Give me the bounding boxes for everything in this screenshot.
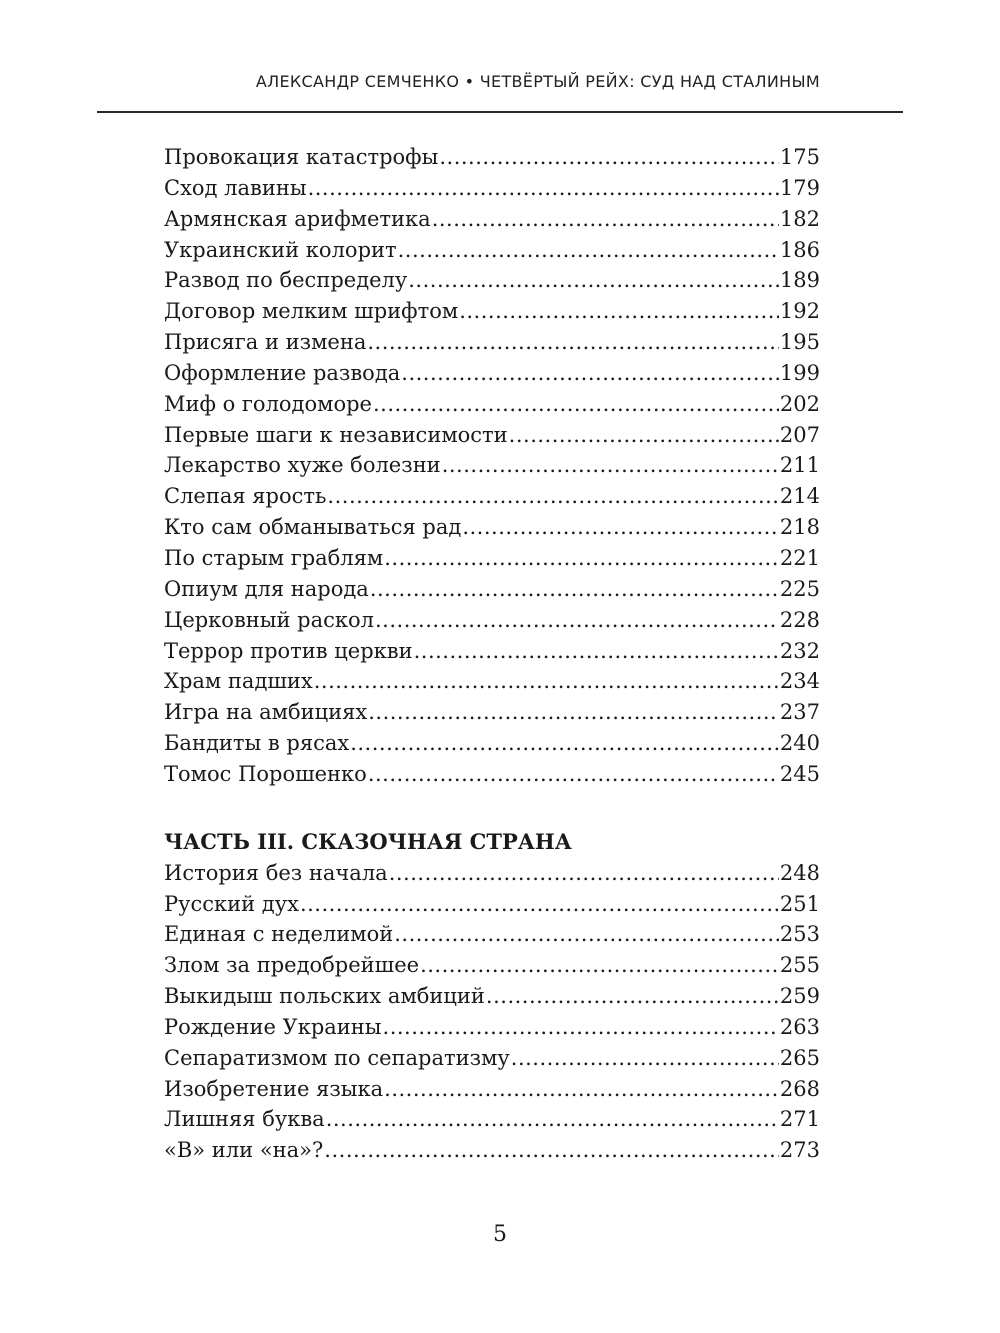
toc-entry-page: 211	[779, 453, 820, 478]
toc-entry	[164, 1043, 820, 1074]
running-header: АЛЕКСАНДР СЕМЧЕНКО • ЧЕТВЁРТЫЙ РЕЙХ: СУД НАД СТАЛИНЫМ	[255, 72, 820, 91]
toc-group-part-2	[164, 142, 820, 790]
toc-leader-dots	[375, 605, 779, 636]
toc-entry-page: 273	[779, 1138, 820, 1163]
toc-entry	[164, 1074, 820, 1105]
toc-entry-page: 192	[779, 299, 820, 324]
toc-entry-title: Миф о голодоморе	[164, 391, 372, 416]
toc-entry-title: Слепая ярость	[164, 484, 327, 509]
toc-entry	[164, 636, 820, 667]
toc-entry-title: Первые шаги к независимости	[164, 422, 508, 447]
toc-entry	[164, 1012, 820, 1043]
part-heading: ЧАСТЬ III. СКАЗОЧНАЯ СТРАНА	[164, 828, 572, 854]
toc-entry	[164, 666, 820, 697]
toc-leader-dots	[368, 759, 779, 790]
toc-entry-page: 268	[779, 1076, 820, 1101]
toc-entry-page: 202	[779, 391, 820, 416]
toc-entry-page: 179	[779, 175, 820, 200]
toc-entry-title: Рождение Украины	[164, 1014, 382, 1039]
toc-entry-title: Игра на амбициях	[164, 700, 368, 725]
toc-entry-title: Договор мелким шрифтом	[164, 299, 459, 324]
toc-entry-title: Русский дух	[164, 891, 299, 916]
toc-entry-title: Террор против церкви	[164, 638, 413, 663]
toc-group-part-3	[164, 858, 820, 1166]
toc-entry-title: Лишняя буква	[164, 1107, 325, 1132]
toc-entry-title: Церковный раскол	[164, 607, 374, 632]
toc-leader-dots	[486, 981, 779, 1012]
toc-leader-dots	[398, 235, 779, 266]
toc-leader-dots	[367, 327, 779, 358]
toc-entry	[164, 358, 820, 389]
toc-entry-page: 175	[779, 145, 820, 169]
toc-entry	[164, 142, 820, 173]
toc-leader-dots	[383, 1012, 779, 1043]
toc-leader-dots	[384, 1074, 779, 1105]
toc-entry-title: Кто сам обманываться рад	[164, 515, 462, 540]
toc-entry	[164, 759, 820, 790]
toc-entry-title: Единая с неделимой	[164, 922, 394, 947]
toc-entry-title: По старым граблям	[164, 545, 384, 570]
toc-entry	[164, 728, 820, 759]
toc-leader-dots	[432, 204, 779, 235]
toc-entry-title: Присяга и измена	[164, 330, 367, 355]
toc-entry	[164, 512, 820, 543]
toc-entry-title: Украинский колорит	[164, 237, 397, 262]
toc-entry	[164, 697, 820, 728]
toc-entry	[164, 327, 820, 358]
toc-leader-dots	[511, 1043, 779, 1074]
toc-entry-title: Храм падших	[164, 669, 313, 694]
table-of-contents	[164, 142, 820, 1166]
toc-leader-dots	[300, 889, 779, 920]
toc-leader-dots	[308, 173, 779, 204]
toc-entry	[164, 450, 820, 481]
toc-leader-dots	[394, 919, 779, 950]
toc-leader-dots	[420, 950, 779, 981]
toc-entry-page: 228	[779, 607, 820, 632]
toc-entry	[164, 981, 820, 1012]
toc-entry	[164, 1104, 820, 1135]
toc-leader-dots	[327, 481, 778, 512]
toc-entry-title: Изобретение языка	[164, 1076, 384, 1101]
toc-entry-page: 255	[779, 953, 820, 978]
toc-entry-title: Бандиты в рясах	[164, 731, 350, 756]
toc-entry-page: 263	[779, 1014, 820, 1039]
toc-leader-dots	[389, 858, 779, 889]
toc-entry-title: Сепаратизмом по сепаратизму	[164, 1045, 510, 1070]
toc-leader-dots	[442, 450, 779, 481]
toc-entry-page: 248	[779, 860, 820, 885]
toc-entry-page: 232	[779, 638, 820, 663]
toc-leader-dots	[509, 420, 779, 451]
toc-entry-title: Лекарство хуже болезни	[164, 453, 441, 478]
toc-entry-title: Сход лавины	[164, 175, 307, 200]
toc-entry	[164, 919, 820, 950]
toc-entry-page: 259	[779, 984, 820, 1009]
toc-entry	[164, 950, 820, 981]
toc-entry-page: 245	[779, 761, 820, 786]
toc-entry-page: 234	[779, 669, 820, 694]
toc-entry-page: 265	[779, 1045, 820, 1070]
toc-entry-page: 207	[779, 422, 820, 447]
toc-entry	[164, 858, 820, 889]
toc-entry-page: 195	[779, 330, 820, 355]
toc-entry-page: 199	[779, 360, 820, 385]
toc-entry	[164, 173, 820, 204]
toc-entry	[164, 389, 820, 420]
toc-leader-dots	[459, 296, 779, 327]
toc-leader-dots	[439, 142, 779, 173]
toc-entry-title: История без начала	[164, 860, 388, 885]
toc-entry	[164, 889, 820, 920]
toc-entry-page: 218	[779, 515, 820, 540]
page-number: 5	[493, 1222, 507, 1247]
toc-entry-page: 240	[779, 731, 820, 756]
toc-entry-title: Опиум для народа	[164, 576, 369, 601]
toc-leader-dots	[370, 574, 779, 605]
section-gap	[164, 790, 820, 828]
toc-entry	[164, 543, 820, 574]
toc-entry-title: Оформление развода	[164, 360, 401, 385]
toc-entry-title: Злом за предобрейшее	[164, 953, 420, 978]
toc-leader-dots	[324, 1135, 779, 1166]
toc-entry-title: Армянская арифметика	[164, 206, 431, 231]
toc-entry-page: 225	[779, 576, 820, 601]
toc-entry-title: Выкидыш польских амбиций	[164, 984, 485, 1009]
toc-entry	[164, 481, 820, 512]
header-divider	[97, 111, 903, 113]
toc-entry-page: 221	[779, 545, 820, 570]
toc-entry-title: «В» или «на»?	[164, 1138, 324, 1163]
toc-entry	[164, 235, 820, 266]
toc-entry	[164, 574, 820, 605]
toc-entry-title: Провокация катастрофы	[164, 145, 439, 169]
toc-entry	[164, 420, 820, 451]
toc-entry-page: 186	[779, 237, 820, 262]
toc-entry-page: 189	[779, 268, 820, 293]
toc-entry-page: 182	[779, 206, 820, 231]
toc-entry-page: 271	[779, 1107, 820, 1132]
toc-entry	[164, 296, 820, 327]
toc-leader-dots	[326, 1104, 779, 1135]
toc-leader-dots	[414, 636, 779, 667]
toc-entry-page: 251	[779, 891, 820, 916]
toc-leader-dots	[373, 389, 779, 420]
toc-entry	[164, 265, 820, 296]
toc-entry-page: 237	[779, 700, 820, 725]
toc-entry-title: Томос Порошенко	[164, 761, 367, 786]
toc-entry-page: 253	[779, 922, 820, 947]
toc-entry-page: 214	[779, 484, 820, 509]
toc-leader-dots	[350, 728, 779, 759]
toc-leader-dots	[314, 666, 779, 697]
toc-leader-dots	[368, 697, 779, 728]
toc-entry	[164, 605, 820, 636]
toc-leader-dots	[462, 512, 779, 543]
toc-leader-dots	[401, 358, 779, 389]
toc-entry	[164, 1135, 820, 1166]
toc-leader-dots	[408, 265, 779, 296]
toc-leader-dots	[384, 543, 779, 574]
toc-entry-title: Развод по беспределу	[164, 268, 408, 293]
toc-entry	[164, 204, 820, 235]
